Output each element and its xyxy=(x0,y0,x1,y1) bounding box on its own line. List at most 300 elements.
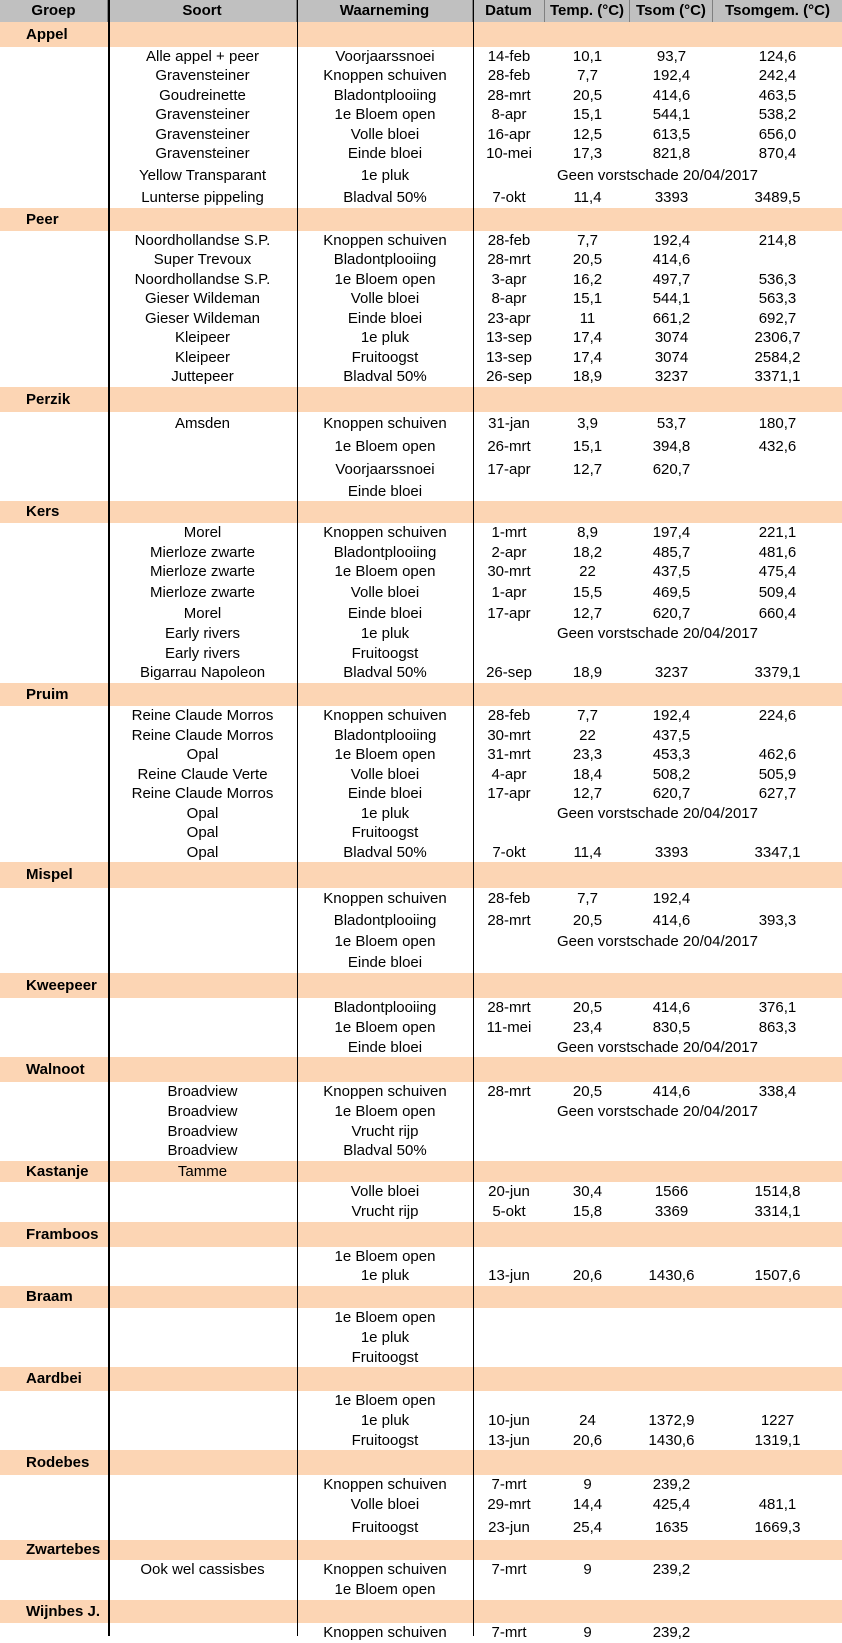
tsom-cell: 239,2 xyxy=(652,1476,691,1493)
observation-cell: Bladontplooiing xyxy=(333,727,437,744)
tsom-cell xyxy=(630,644,713,663)
date-cell: 17-apr xyxy=(487,785,531,802)
tsom-cell: 437,5 xyxy=(652,727,691,744)
date-cell: 7-okt xyxy=(492,844,526,861)
tsom-cell: 93,7 xyxy=(656,48,687,65)
group-cell xyxy=(0,765,108,784)
table-row xyxy=(0,910,842,932)
tsomgem-cell: 376,1 xyxy=(758,999,797,1016)
variety-cell xyxy=(108,683,297,706)
variety-cell xyxy=(108,1247,297,1266)
group-cell xyxy=(0,144,108,164)
variety-cell: Mierloze zwarte xyxy=(149,584,256,601)
tsomgem-cell xyxy=(713,726,842,745)
observation-cell: Fruitoogst xyxy=(351,645,419,662)
tsom-cell: 394,8 xyxy=(652,438,691,455)
temp-cell: 15,1 xyxy=(572,438,603,455)
temp-cell: 9 xyxy=(583,1624,592,1641)
date-cell: 29-mrt xyxy=(487,1496,531,1513)
tsomgem-cell: 1514,8 xyxy=(754,1183,801,1200)
variety-cell xyxy=(108,1411,297,1431)
table-row xyxy=(0,1202,842,1222)
variety-cell: Reine Claude Morros xyxy=(131,785,274,802)
observation-cell: Fruitoogst xyxy=(351,824,419,841)
tsomgem-cell: 536,3 xyxy=(758,271,797,288)
observation-cell: Einde bloei xyxy=(347,605,423,622)
column-header: Datum xyxy=(473,0,545,22)
temp-cell: 22 xyxy=(579,727,596,744)
variety-cell xyxy=(108,1182,297,1202)
variety-cell xyxy=(108,1308,297,1328)
table-row xyxy=(0,823,842,843)
observation-cell: Einde bloei xyxy=(347,954,423,971)
observation-cell: Volle bloei xyxy=(350,766,420,783)
date-cell: 2-apr xyxy=(491,544,527,561)
tsomgem-cell xyxy=(713,1328,842,1348)
group-cell xyxy=(0,1515,108,1540)
variety-cell xyxy=(108,998,297,1018)
date-cell xyxy=(473,1308,545,1328)
table-row xyxy=(0,1623,842,1643)
group-header-row xyxy=(0,973,842,998)
tsom-cell: 3074 xyxy=(654,349,689,366)
group-name: Wijnbes J. xyxy=(26,1603,101,1620)
group-cell xyxy=(0,604,108,624)
tsom-cell: 544,1 xyxy=(652,290,691,307)
date-cell: 1-mrt xyxy=(491,524,527,541)
tsom-cell: 485,7 xyxy=(652,544,691,561)
observation-cell: Fruitoogst xyxy=(351,1519,419,1536)
group-cell xyxy=(0,910,108,932)
observation-cell: 1e pluk xyxy=(360,625,410,642)
date-cell: 31-mrt xyxy=(487,746,531,763)
date-cell: 26-mrt xyxy=(487,438,531,455)
variety-cell xyxy=(108,1475,297,1495)
group-cell xyxy=(0,582,108,604)
observation-cell: 1e Bloem open xyxy=(334,933,436,950)
tsom-cell xyxy=(630,1122,713,1141)
table-row xyxy=(0,367,842,387)
observation-cell: Bladval 50% xyxy=(343,844,427,861)
temp-cell: 20,5 xyxy=(572,87,603,104)
date-cell: 30-mrt xyxy=(487,563,531,580)
temp-cell xyxy=(545,952,630,973)
tsom-cell: 620,7 xyxy=(652,461,691,478)
observation-cell: 1e pluk xyxy=(360,805,410,822)
variety-cell: Opal xyxy=(186,746,219,763)
observation-cell: Volle bloei xyxy=(350,1183,420,1200)
tsomgem-cell: 692,7 xyxy=(758,310,797,327)
variety-cell xyxy=(108,1038,297,1057)
date-cell: 23-jun xyxy=(488,1519,530,1536)
table-row xyxy=(0,328,842,348)
group-cell xyxy=(0,436,108,458)
tsomgem-cell: 2306,7 xyxy=(754,329,801,346)
table-row xyxy=(0,86,842,105)
column-header: Temp. (°C) xyxy=(545,0,630,22)
tsomgem-cell: 462,6 xyxy=(758,746,797,763)
variety-cell: Broadview xyxy=(167,1142,238,1159)
date-cell xyxy=(473,1141,545,1161)
table-row xyxy=(0,663,842,683)
table-row xyxy=(0,804,842,823)
variety-cell xyxy=(108,1222,297,1247)
group-name: Zwartebes xyxy=(26,1541,101,1558)
group-cell xyxy=(0,125,108,144)
table-row xyxy=(0,843,842,862)
tsom-cell: 414,6 xyxy=(652,1083,691,1100)
tsomgem-cell: 863,3 xyxy=(758,1019,797,1036)
table-row xyxy=(0,47,842,66)
temp-cell: 18,2 xyxy=(572,544,603,561)
note-cell: Geen vorstschade 20/04/2017 xyxy=(557,1039,758,1056)
tsomgem-cell: 505,9 xyxy=(758,766,797,783)
observation-cell: Knoppen schuiven xyxy=(323,890,447,907)
date-cell: 7-mrt xyxy=(491,1561,527,1578)
tsom-cell: 3237 xyxy=(654,664,689,681)
group-name: Mispel xyxy=(26,866,73,883)
observation-cell: Voorjaarssnoei xyxy=(335,461,435,478)
table-row xyxy=(0,543,842,562)
observation-cell: Vrucht rijp xyxy=(351,1123,419,1140)
table-row xyxy=(0,270,842,289)
tsomgem-cell: 180,7 xyxy=(758,415,797,432)
temp-cell: 20,6 xyxy=(572,1267,603,1284)
table-row xyxy=(0,604,842,624)
group-cell xyxy=(0,86,108,105)
tsomgem-cell xyxy=(713,1308,842,1328)
group-cell xyxy=(0,843,108,862)
group-cell xyxy=(0,726,108,745)
group-cell xyxy=(0,952,108,973)
variety-cell xyxy=(108,1580,297,1600)
table-row xyxy=(0,726,842,745)
group-cell xyxy=(0,231,108,250)
date-cell: 23-apr xyxy=(487,310,531,327)
observation-cell: Knoppen schuiven xyxy=(323,1561,447,1578)
date-cell: 13-jun xyxy=(488,1432,530,1449)
note-cell: Geen vorstschade 20/04/2017 xyxy=(557,625,758,642)
group-header-row xyxy=(0,22,842,47)
tsomgem-cell xyxy=(713,1475,842,1495)
tsom-cell xyxy=(630,1328,713,1348)
variety-cell: Tamme xyxy=(177,1163,228,1180)
temp-cell: 18,4 xyxy=(572,766,603,783)
temp-cell xyxy=(545,1141,630,1161)
tsomgem-cell: 475,4 xyxy=(758,563,797,580)
variety-cell: Noordhollandse S.P. xyxy=(134,271,271,288)
group-name: Perzik xyxy=(26,391,71,408)
table-row xyxy=(0,952,842,973)
variety-cell: Noordhollandse S.P. xyxy=(134,232,271,249)
tsom-cell: 192,4 xyxy=(652,890,691,907)
observation-cell: 1e Bloem open xyxy=(334,746,436,763)
variety-cell xyxy=(108,1018,297,1038)
group-cell xyxy=(0,1018,108,1038)
tsomgem-cell: 3371,1 xyxy=(754,368,801,385)
group-cell xyxy=(0,289,108,309)
tsom-cell xyxy=(630,1348,713,1367)
variety-cell xyxy=(108,932,297,952)
date-cell: 31-jan xyxy=(488,415,530,432)
tsomgem-cell xyxy=(713,888,842,910)
tsom-cell: 613,5 xyxy=(652,126,691,143)
group-header-row xyxy=(0,1600,842,1623)
group-cell xyxy=(0,1266,108,1286)
tsom-cell: 620,7 xyxy=(652,605,691,622)
table-row xyxy=(0,1038,842,1057)
date-cell: 10-jun xyxy=(488,1412,530,1429)
variety-cell: Gieser Wildeman xyxy=(144,290,261,307)
tsom-cell: 239,2 xyxy=(652,1624,691,1641)
tsomgem-cell: 870,4 xyxy=(758,145,797,162)
group-cell xyxy=(0,1038,108,1057)
tsom-cell xyxy=(630,482,713,501)
table-row xyxy=(0,105,842,125)
tsom-cell xyxy=(630,823,713,843)
table-row xyxy=(0,1328,842,1348)
group-name: Kastanje xyxy=(26,1163,89,1180)
date-cell: 28-feb xyxy=(487,890,531,907)
tsom-cell: 414,6 xyxy=(652,999,691,1016)
observation-cell: Fruitoogst xyxy=(351,1349,419,1366)
tsom-cell xyxy=(630,1391,713,1411)
table-row xyxy=(0,888,842,910)
temp-cell xyxy=(545,1308,630,1328)
tsom-cell: 1430,6 xyxy=(648,1432,695,1449)
group-name: Kweepeer xyxy=(26,977,97,994)
group-cell xyxy=(0,270,108,289)
date-cell xyxy=(473,823,545,843)
variety-cell xyxy=(108,1600,297,1623)
tsom-cell: 544,1 xyxy=(652,106,691,123)
variety-cell xyxy=(108,458,297,482)
tsomgem-cell: 242,4 xyxy=(758,67,797,84)
group-cell xyxy=(0,188,108,208)
variety-cell xyxy=(108,1431,297,1450)
variety-cell: Reine Claude Verte xyxy=(137,766,268,783)
observation-cell: Einde bloei xyxy=(347,145,423,162)
group-cell xyxy=(0,412,108,436)
date-cell: 28-feb xyxy=(487,232,531,249)
observation-cell: Knoppen schuiven xyxy=(323,415,447,432)
date-cell: 20-jun xyxy=(488,1183,530,1200)
group-cell xyxy=(0,663,108,683)
temp-cell: 20,6 xyxy=(572,1432,603,1449)
observation-cell: 1e Bloem open xyxy=(334,1019,436,1036)
tsom-cell: 192,4 xyxy=(652,232,691,249)
temp-cell: 3,9 xyxy=(577,415,598,432)
variety-cell xyxy=(108,1367,297,1391)
variety-cell xyxy=(108,1266,297,1286)
tsomgem-cell xyxy=(713,1348,842,1367)
variety-cell xyxy=(108,910,297,932)
observation-cell: Knoppen schuiven xyxy=(323,1083,447,1100)
table-row xyxy=(0,1580,842,1600)
group-cell xyxy=(0,1348,108,1367)
table-row xyxy=(0,436,842,458)
tsomgem-cell xyxy=(713,952,842,973)
table-row xyxy=(0,562,842,582)
tsomgem-cell: 1669,3 xyxy=(754,1519,801,1536)
observation-cell: Vrucht rijp xyxy=(351,1203,419,1220)
tsomgem-cell xyxy=(713,1141,842,1161)
note-cell: Geen vorstschade 20/04/2017 xyxy=(557,167,758,184)
tsomgem-cell: 538,2 xyxy=(758,106,797,123)
group-cell xyxy=(0,624,108,644)
temp-cell: 24 xyxy=(579,1412,596,1429)
group-name: Kers xyxy=(26,503,60,520)
table-row xyxy=(0,1308,842,1328)
table-row xyxy=(0,1122,842,1141)
table-row xyxy=(0,1247,842,1266)
variety-cell: Morel xyxy=(183,524,222,541)
observation-cell: Knoppen schuiven xyxy=(323,707,447,724)
temp-cell: 18,9 xyxy=(572,368,603,385)
table-row xyxy=(0,1411,842,1431)
tsomgem-cell xyxy=(713,482,842,501)
tsom-cell: 1635 xyxy=(654,1519,689,1536)
group-cell xyxy=(0,1495,108,1515)
observation-cell: Bladontplooiing xyxy=(333,87,437,104)
tsom-cell: 661,2 xyxy=(652,310,691,327)
variety-cell: Reine Claude Morros xyxy=(131,727,274,744)
group-cell xyxy=(0,1391,108,1411)
variety-cell: Bigarrau Napoleon xyxy=(139,664,266,681)
date-cell: 7-mrt xyxy=(491,1476,527,1493)
date-cell xyxy=(473,482,545,501)
group-name: Pruim xyxy=(26,686,69,703)
date-cell: 16-apr xyxy=(487,126,531,143)
temp-cell: 11,4 xyxy=(573,844,602,861)
variety-cell: Broadview xyxy=(167,1083,238,1100)
tsomgem-cell: 3379,1 xyxy=(754,664,801,681)
variety-cell: Broadview xyxy=(167,1123,238,1140)
tsomgem-cell: 481,6 xyxy=(758,544,797,561)
variety-cell xyxy=(108,973,297,998)
tsom-cell: 830,5 xyxy=(652,1019,691,1036)
table-row xyxy=(0,188,842,208)
table-row xyxy=(0,458,842,482)
temp-cell: 8,9 xyxy=(577,524,598,541)
table-row xyxy=(0,250,842,270)
group-cell xyxy=(0,1247,108,1266)
group-header-row xyxy=(0,387,842,412)
group-cell xyxy=(0,804,108,823)
tsom-cell: 3237 xyxy=(654,368,689,385)
column-header: Waarneming xyxy=(297,0,473,22)
tsom-cell: 453,3 xyxy=(652,746,691,763)
tsomgem-cell: 393,3 xyxy=(758,912,797,929)
table-row xyxy=(0,1266,842,1286)
column-divider xyxy=(473,0,474,1636)
observation-cell: Bladontplooiing xyxy=(333,999,437,1016)
temp-cell: 14,4 xyxy=(572,1496,603,1513)
group-cell xyxy=(0,348,108,367)
variety-cell: Gravensteiner xyxy=(155,145,250,162)
date-cell: 4-apr xyxy=(491,766,527,783)
temp-cell: 11,4 xyxy=(573,189,602,206)
tsom-cell: 821,8 xyxy=(652,145,691,162)
variety-cell: Early rivers xyxy=(164,645,240,662)
observation-cell: 1e Bloem open xyxy=(334,438,436,455)
table-row xyxy=(0,644,842,663)
date-cell: 13-sep xyxy=(486,349,532,366)
observation-cell: 1e pluk xyxy=(360,1267,410,1284)
group-header-row xyxy=(0,1450,842,1475)
table-row xyxy=(0,582,842,604)
note-cell: Geen vorstschade 20/04/2017 xyxy=(557,805,758,822)
tsomgem-cell xyxy=(713,644,842,663)
variety-cell: Alle appel + peer xyxy=(146,48,259,65)
observation-cell: Bladontplooiing xyxy=(333,544,437,561)
variety-cell xyxy=(108,888,297,910)
temp-cell: 30,4 xyxy=(572,1183,603,1200)
date-cell xyxy=(473,644,545,663)
temp-cell: 11 xyxy=(579,310,596,327)
group-cell xyxy=(0,932,108,952)
group-cell xyxy=(0,164,108,188)
observation-cell: Volle bloei xyxy=(350,1496,420,1513)
date-cell: 26-sep xyxy=(486,664,532,681)
tsom-cell: 469,5 xyxy=(652,584,691,601)
group-header-row xyxy=(0,501,842,523)
tsomgem-cell: 221,1 xyxy=(758,524,797,541)
observation-cell: Knoppen schuiven xyxy=(323,1476,447,1493)
observation-cell: Einde bloei xyxy=(347,1039,423,1056)
observation-cell: 1e Bloem open xyxy=(334,1309,436,1326)
temp-cell: 12,7 xyxy=(572,785,603,802)
group-header-row xyxy=(0,1367,842,1391)
group-cell xyxy=(0,823,108,843)
column-header: Tsomgem. (°C) xyxy=(725,2,830,19)
tsomgem-cell: 509,4 xyxy=(758,584,797,601)
date-cell: 3-apr xyxy=(491,271,527,288)
temp-cell: 15,1 xyxy=(572,106,603,123)
tsomgem-cell: 432,6 xyxy=(758,438,797,455)
table-row xyxy=(0,1475,842,1495)
tsomgem-cell: 124,6 xyxy=(758,48,797,65)
temp-cell: 7,7 xyxy=(577,707,598,724)
column-header: Tsom (°C) xyxy=(630,0,713,22)
variety-cell xyxy=(108,208,297,231)
group-cell xyxy=(0,888,108,910)
tsom-cell: 53,7 xyxy=(656,415,687,432)
tsom-cell: 508,2 xyxy=(652,766,691,783)
group-cell xyxy=(0,1182,108,1202)
temp-cell: 16,2 xyxy=(572,271,603,288)
temp-cell: 17,3 xyxy=(572,145,603,162)
tsomgem-cell: 214,8 xyxy=(758,232,797,249)
tsomgem-cell xyxy=(713,1247,842,1266)
table-row xyxy=(0,745,842,765)
variety-cell: Amsden xyxy=(174,415,231,432)
tsom-cell xyxy=(630,952,713,973)
group-cell xyxy=(0,998,108,1018)
table-row xyxy=(0,1495,842,1515)
variety-cell xyxy=(108,501,297,523)
date-cell xyxy=(473,1391,545,1411)
observation-cell: Bladval 50% xyxy=(343,189,427,206)
group-header-row xyxy=(0,683,842,706)
tsomgem-cell xyxy=(713,1391,842,1411)
tsomgem-cell: 656,0 xyxy=(758,126,797,143)
temp-cell: 15,8 xyxy=(572,1203,603,1220)
temp-cell xyxy=(545,1391,630,1411)
variety-cell: Gravensteiner xyxy=(155,126,250,143)
observation-cell: Einde bloei xyxy=(347,483,423,500)
temp-cell: 17,4 xyxy=(572,329,603,346)
